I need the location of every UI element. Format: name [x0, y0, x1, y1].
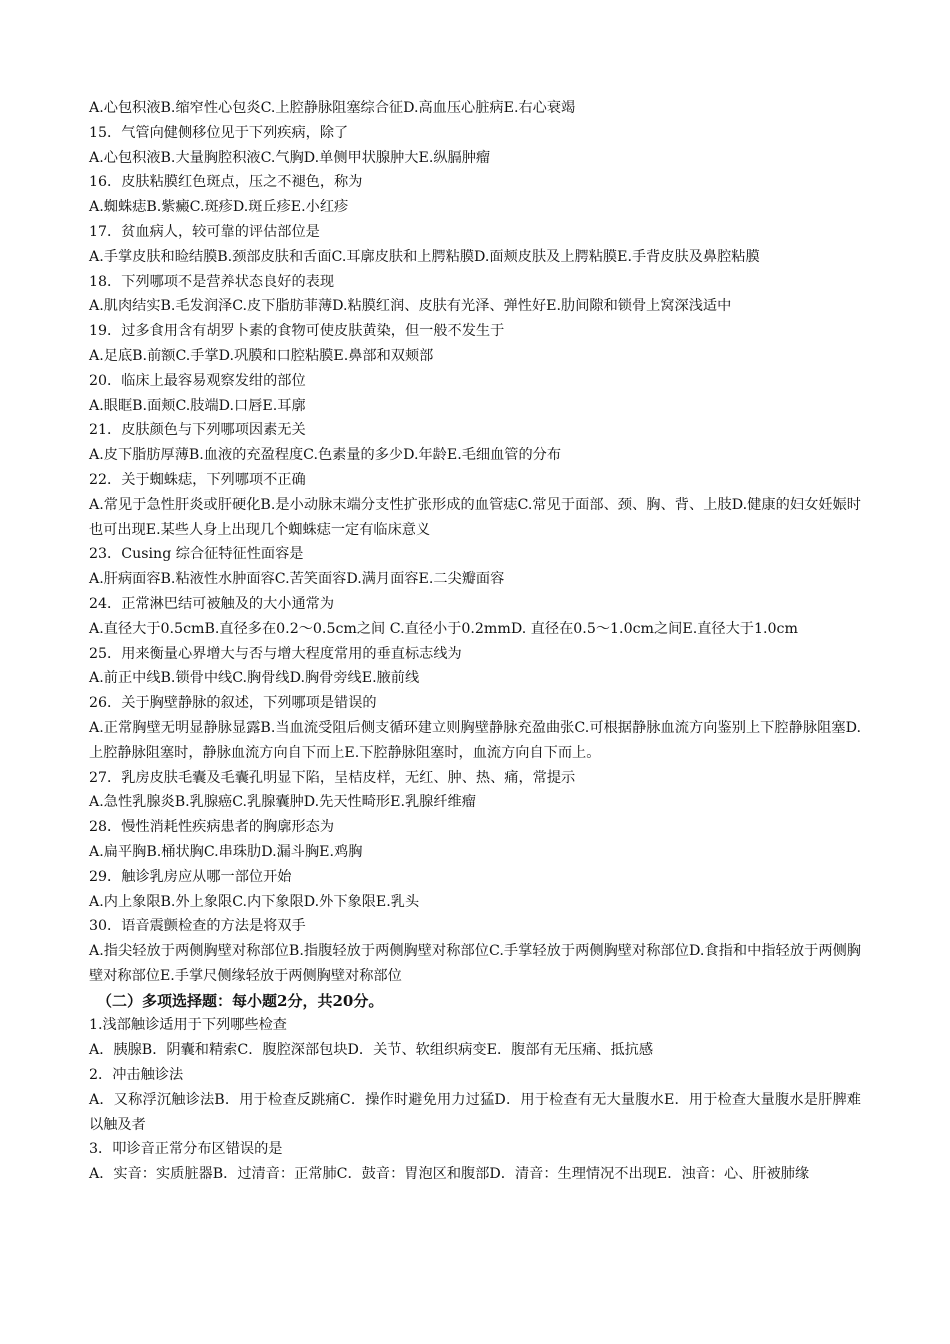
answer-options-m3: A．实音：实质脏器B．过清音：正常肺C．鼓音：胃泡区和腹部D．清音：生理情况不出现E．浊音：心、肝被肺缘 — [89, 1166, 810, 1183]
answer-options-20: A.眼眶B.面颊C.肢端D.口唇E.耳廓 — [89, 397, 306, 414]
answer-options-29: A.内上象限B.外上象限C.内下象限D.外下象限E.乳头 — [89, 893, 420, 910]
answer-options-15: A.心包积液B.大量胸腔积液C.气胸D.单侧甲状腺肿大E.纵膈肿瘤 — [89, 149, 491, 166]
question-m1: 1.浅部触诊适用于下列哪些检查 — [89, 1017, 287, 1034]
question-25: 25．用来衡量心界增大与否与增大程度常用的垂直标志线为 — [89, 645, 462, 662]
question-21: 21．皮肤颜色与下列哪项因素无关 — [89, 422, 306, 439]
answer-options-m1: A．胰腺B．阴囊和精索C．腹腔深部包块D．关节、软组织病变E．腹部有无压痛、抵抗感 — [89, 1042, 654, 1059]
question-28: 28．慢性消耗性疾病患者的胸廓形态为 — [89, 819, 335, 836]
question-26: 26．关于胸壁静脉的叙述，下列哪项是错误的 — [89, 695, 377, 712]
question-23: 23．Cusing 综合征特征性面容是 — [89, 546, 304, 563]
question-30: 30．语音震颤检查的方法是将双手 — [89, 918, 306, 935]
answer-options-24: A.直径大于0.5cmB.直径多在0.2～0.5cm之间 C.直径小于0.2mmD. 直径在0.5～1.0cm之间E.直径大于1.0cm — [89, 620, 798, 637]
question-m2: 2．冲击触诊法 — [89, 1067, 184, 1084]
document-page — [89, 96, 861, 1187]
question-22: 22．关于蜘蛛痣，下列哪项不正确 — [89, 471, 306, 488]
answer-options-26: A.正常胸壁无明显静脉显露B.当血流受阻后侧支循环建立则胸壁静脉充盈曲张C.可根据静脉血流方向鉴别上下腔静脉阻塞D.上腔静脉阻塞时，静脉血流方向自下而上E.下腔静脉阻塞时，血流方向自下而上。 — [89, 719, 861, 761]
section-heading-multiple-choice: （二）多项选择题：每小题2分，共20分。 — [97, 991, 384, 1010]
answer-options-23: A.肝病面容B.粘液性水肿面容C.苦笑面容D.满月面容E.二尖瓣面容 — [89, 571, 505, 588]
answer-options-25: A.前正中线B.锁骨中线C.胸骨线D.胸骨旁线E.腋前线 — [89, 670, 420, 687]
answer-options-22: A.常见于急性肝炎或肝硬化B.是小动脉末端分支性扩张形成的血管痣C.常见于面部、颈、胸、背、上肢D.健康的妇女妊娠时也可出现E.某些人身上出现几个蜘蛛痣一定有临床意义 — [89, 496, 861, 538]
answer-options-27: A.急性乳腺炎B.乳腺癌C.乳腺囊肿D.先天性畸形E.乳腺纤维瘤 — [89, 794, 476, 811]
answer-options-21: A.皮下脂肪厚薄B.血液的充盈程度C.色素量的多少D.年龄E.毛细血管的分布 — [89, 447, 562, 464]
answer-options-m2: A．又称浮沉触诊法B．用于检查反跳痛C．操作时避免用力过猛D．用于检查有无大量腹水E．用于检查大量腹水是肝脾难以触及者 — [89, 1091, 861, 1133]
question-24: 24．正常淋巴结可被触及的大小通常为 — [89, 595, 335, 612]
question-17: 17．贫血病人，较可靠的评估部位是 — [89, 223, 320, 240]
answer-options-18: A.肌肉结实B.毛发润泽C.皮下脂肪菲薄D.粘膜红润、皮肤有光泽、弹性好E.肋间隙和锁骨上窝深浅适中 — [89, 298, 732, 315]
answer-options-17: A.手掌皮肤和睑结膜B.颈部皮肤和舌面C.耳廓皮肤和上腭粘膜D.面颊皮肤及上腭粘膜E.手背皮肤及鼻腔粘膜 — [89, 248, 760, 265]
question-20: 20．临床上最容易观察发绀的部位 — [89, 372, 306, 389]
question-27: 27．乳房皮肤毛囊及毛囊孔明显下陷，呈桔皮样，无红、肿、热、痛，常提示 — [89, 769, 576, 786]
question-16: 16．皮肤粘膜红色斑点，压之不褪色，称为 — [89, 174, 363, 191]
question-15: 15．气管向健侧移位见于下列疾病，除了 — [89, 124, 349, 141]
answer-options-28: A.扁平胸B.桶状胸C.串珠肋D.漏斗胸E.鸡胸 — [89, 843, 363, 860]
question-19: 19．过多食用含有胡罗卜素的食物可使皮肤黄染，但一般不发生于 — [89, 323, 505, 340]
answer-options-19: A.足底B.前额C.手掌D.巩膜和口腔粘膜E.鼻部和双颊部 — [89, 347, 434, 364]
answer-options-30: A.指尖轻放于两侧胸壁对称部位B.指腹轻放于两侧胸壁对称部位C.手掌轻放于两侧胸壁对称部位D.食指和中指轻放于两侧胸壁对称部位E.手掌尺侧缘轻放于两侧胸壁对称部位 — [89, 943, 861, 984]
answer-options-16: A.蜘蛛痣B.紫癜C.斑疹D.斑丘疹E.小红疹 — [89, 199, 349, 216]
answer-options-line: A.心包积液B.缩窄性心包炎C.上腔静脉阻塞综合征D.高血压心脏病E.右心衰竭 — [89, 100, 576, 116]
question-18: 18．下列哪项不是营养状态良好的表现 — [89, 273, 335, 290]
question-m3: 3．叩诊音正常分布区错误的是 — [89, 1141, 283, 1158]
question-29: 29．触诊乳房应从哪一部位开始 — [89, 868, 292, 885]
